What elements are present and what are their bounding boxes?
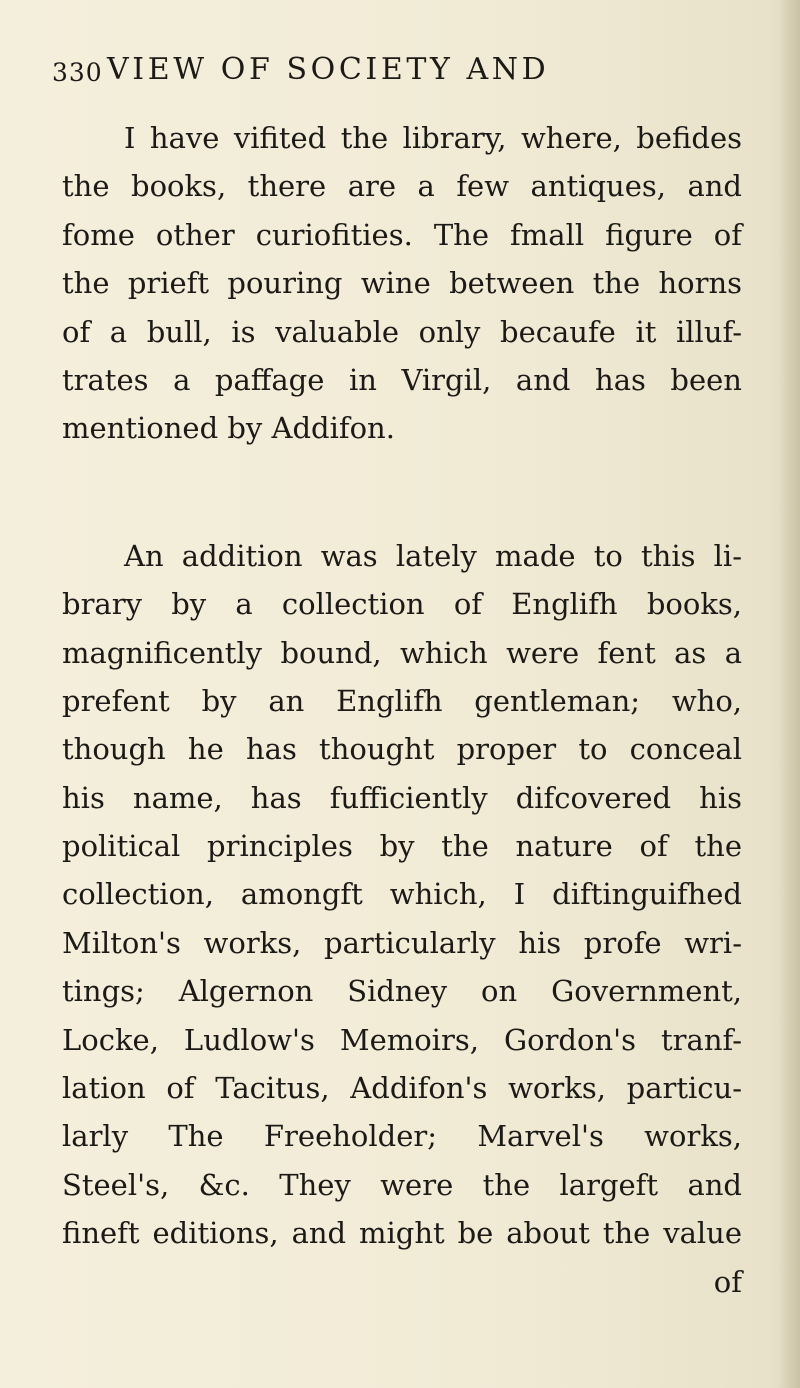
text-line: lation of Tacitus, Addifon's works, particu- bbox=[62, 1071, 742, 1106]
text-line: Locke, Ludlow's Memoirs, Gordon's tranf- bbox=[62, 1022, 742, 1057]
text-line: I have vifited the library, where, befides bbox=[124, 121, 742, 155]
paragraph-gap bbox=[62, 453, 742, 532]
text-line: his name, has fufficiently difcovered his bbox=[62, 780, 742, 815]
text-line: larly The Freeholder; Marvel's works, bbox=[62, 1119, 742, 1154]
text-line: fineft editions, and might be about the value bbox=[62, 1216, 742, 1251]
text-line: though he has thought proper to conceal bbox=[62, 732, 742, 767]
paragraph-2 bbox=[62, 532, 742, 1306]
text-line: trates a paffage in Virgil, and has been bbox=[62, 362, 742, 397]
paragraph-1 bbox=[62, 114, 742, 453]
text-line: the prieft pouring wine between the horns bbox=[62, 266, 742, 301]
text-line: collection, amongft which, I diftinguifhed bbox=[62, 877, 742, 912]
text-line: An addition was lately made to this li- bbox=[124, 538, 742, 573]
text-line: brary by a collection of Englifh books, bbox=[62, 587, 742, 622]
body-text bbox=[62, 114, 742, 1306]
text-line: political principles by the nature of the bbox=[62, 829, 742, 864]
text-line: mentioned by Addifon. bbox=[62, 411, 395, 446]
text-line: prefent by an Englifh gentleman; who, bbox=[62, 683, 742, 718]
text-line: magnificently bound, which were fent as a bbox=[62, 635, 742, 670]
text-line: fome other curiofities. The fmall figure of bbox=[62, 217, 742, 252]
page-number: 330 bbox=[52, 58, 103, 87]
text-line: tings; Algernon Sidney on Government, bbox=[62, 974, 742, 1009]
text-line: Milton's works, particularly his profe wri- bbox=[62, 925, 742, 960]
text-line: the books, there are a few antiques, and bbox=[62, 169, 742, 204]
text-line: of a bull, is valuable only becaufe it illuf- bbox=[62, 314, 742, 349]
catchword: of bbox=[713, 1264, 742, 1299]
text-line: Steel's, &c. They were the largeft and bbox=[62, 1167, 742, 1202]
page-edge-shadow bbox=[778, 0, 800, 1388]
running-head: VIEW OF SOCIETY AND bbox=[107, 52, 550, 87]
page-header bbox=[52, 52, 752, 102]
